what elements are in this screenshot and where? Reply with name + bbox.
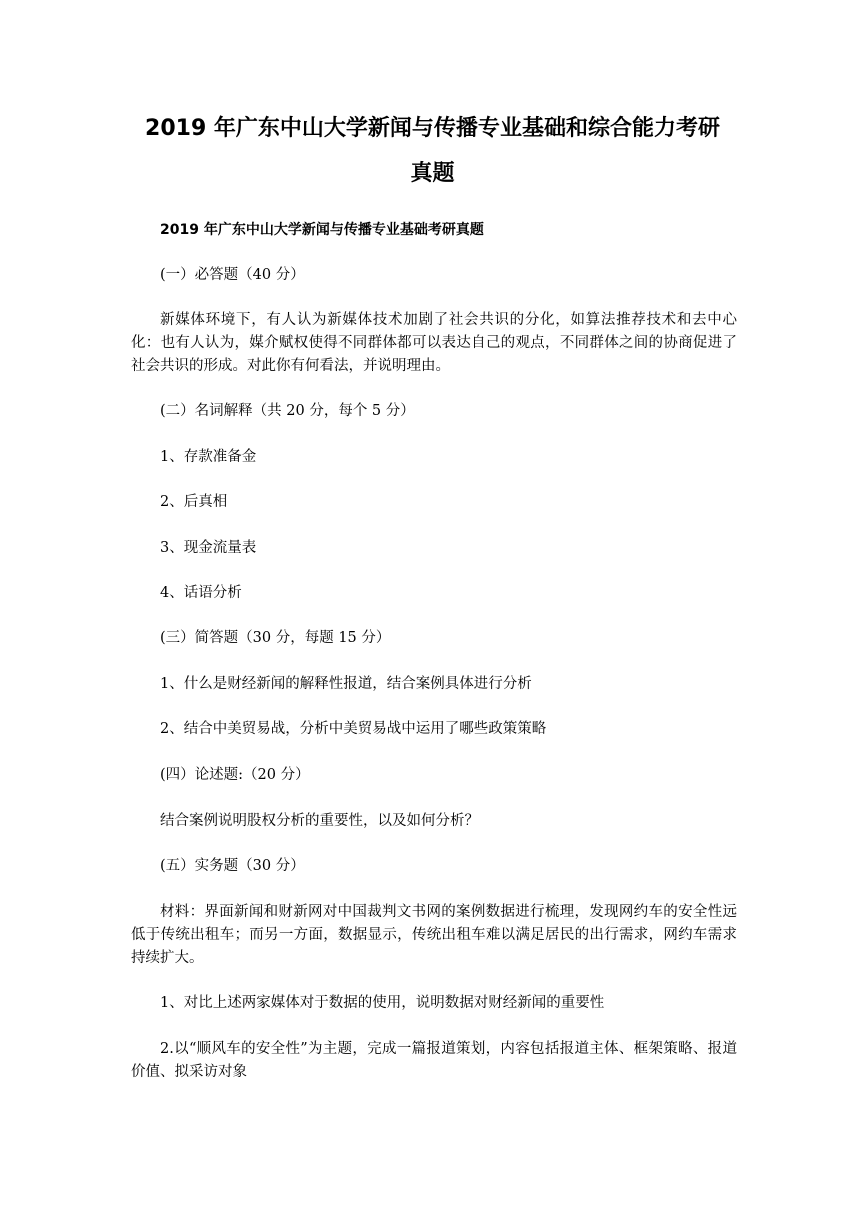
- term-item: 2、后真相: [160, 494, 228, 510]
- document-title-line1: 2019 年广东中山大学新闻与传播专业基础和综合能力考研: [145, 116, 720, 141]
- term-item: 3、现金流量表: [160, 540, 257, 556]
- section4-question: 结合案例说明股权分析的重要性，以及如何分析？: [160, 813, 479, 829]
- section1-heading: (一）必答题（40 分）: [160, 267, 305, 283]
- practice-item: 1、对比上述两家媒体对于数据的使用，说明数据对财经新闻的重要性: [160, 995, 605, 1011]
- term-item: 1、存款准备金: [160, 449, 257, 465]
- section5-material: 材料：界面新闻和财新网对中国裁判文书网的案例数据进行梳理，发现网约车的安全性远低于传统出租车；而另一方面，数据显示，传统出租车难以满足居民的出行需求，网约车需求持续扩大。: [131, 904, 737, 966]
- short-answer-item: 2、结合中美贸易战，分析中美贸易战中运用了哪些政策策略: [160, 721, 547, 737]
- short-answer-item: 1、什么是财经新闻的解释性报道，结合案例具体进行分析: [160, 676, 532, 692]
- section3-heading: (三）简答题（30 分，每题 15 分）: [160, 630, 391, 646]
- section1-question: 新媒体环境下，有人认为新媒体技术加剧了社会共识的分化，如算法推荐技术和去中心化：也有人认为，媒介赋权使得不同群体都可以表达自己的观点，不同群体之间的协商促进了社会共识的形成。对此你有何看法，并说明理由。: [131, 312, 737, 374]
- section-subtitle: 2019 年广东中山大学新闻与传播专业基础考研真题: [160, 222, 484, 238]
- section4-heading: (四）论述题:（20 分）: [160, 767, 310, 783]
- section5-heading: (五）实务题（30 分）: [160, 858, 305, 874]
- document-title-line2: 真题: [410, 161, 455, 186]
- practice-item: 2.以“顺风车的安全性”为主题，完成一篇报道策划，内容包括报道主体、框架策略、报道价值、拟采访对象: [131, 1041, 737, 1080]
- section2-heading: (二）名词解释（共 20 分，每个 5 分）: [160, 403, 415, 419]
- term-item: 4、话语分析: [160, 585, 242, 601]
